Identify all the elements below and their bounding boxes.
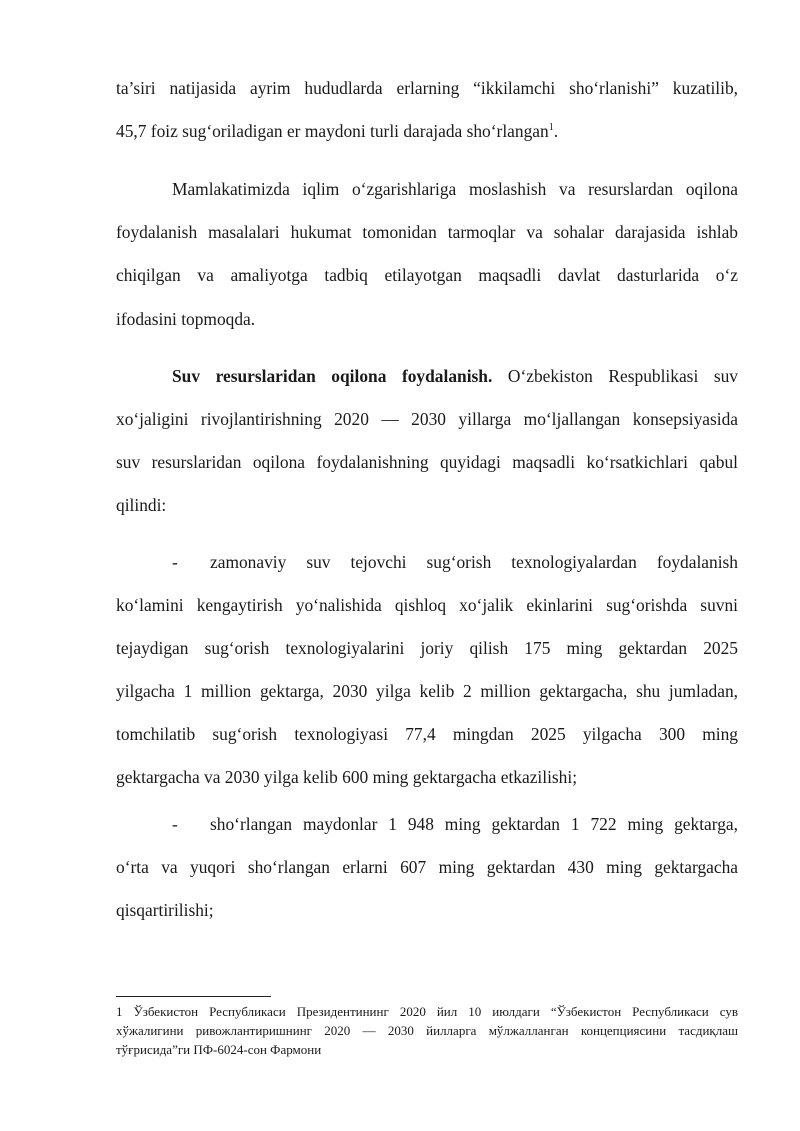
footnote-line: хўжалигини ривожлантиришнинг 2020 — 2030 йилларга мўлжалланган концепциясини тасдиқлаш [116,1023,738,1038]
list-item-line: ko‘lamini kengaytirish yo‘nalishida qishloq xo‘jalik ekinlarini sug‘orishda suvni [116,595,738,615]
list-dash: - [172,814,178,834]
list-item-line: tejaydigan sug‘orish texnologiyalarini joriy qilish 175 ming gektardan 2025 [116,638,738,658]
list-dash: - [172,552,178,572]
paragraph-line: xo‘jaligini rivojlantirishning 2020 — 2030 yillarga mo‘ljallangan konsepsiyasida [116,409,738,429]
list-item-line: zamonaviy suv tejovchi sug‘orish texnologiyalardan foydalanish [210,552,738,572]
paragraph-line: Mamlakatimizda iqlim o‘zgarishlariga moslashish va resurslardan oqilona [172,179,738,199]
list-item-line: o‘rta va yuqori sho‘rlangan erlarni 607 ming gektardan 430 ming gektargacha [116,857,738,877]
paragraph-line: suv resurslaridan oqilona foydalanishning quyidagi maqsadli ko‘rsatkichlari qabul [116,452,738,472]
paragraph-line: Suv resurslaridan oqilona foydalanish. O‘zbekiston Respublikasi suv [172,366,738,386]
list-item-line: gektargacha va 2030 yilga kelib 600 ming gektargacha etkazilishi; [116,767,578,787]
list-item-line: yilgacha 1 million gektarga, 2030 yilga kelib 2 million gektargacha, shu jumladan, [116,681,738,701]
section-heading: Suv resurslaridan oqilona foydalanish. [172,366,493,386]
list-item-line: tomchilatib sug‘orish texnologiyasi 77,4 mingdan 2025 yilgacha 300 ming [116,724,738,744]
paragraph-line: chiqilgan va amaliyotga tadbiq etilayotgan maqsadli davlat dasturlarida o‘z [116,265,738,285]
paragraph-line: qilindi: [116,495,167,515]
footnote-reference[interactable]: 1 [548,122,554,134]
paragraph-line: foydalanish masalalari hukumat tomonidan tarmoqlar va sohalar darajasida ishlab [116,222,738,242]
paragraph-line: ta’siri natijasida ayrim hududlarda erlarning “ikkilamchi sho‘rlanishi” kuzatilib, [116,78,738,98]
paragraph-line: ifodasini topmoqda. [116,309,256,329]
footnote-separator [116,996,271,997]
footnote-line: 1 Ўзбекистон Республикаси Президентининг 2020 йил 10 июлдаги “Ўзбекистон Республикаси сув [116,1004,738,1019]
list-item-line: qisqartirilishi; [116,900,214,920]
footnote-line: тўғрисида”ги ПФ-6024-сон Фармони [116,1042,322,1057]
list-item-line: sho‘rlangan maydonlar 1 948 ming gektardan 1 722 ming gektarga, [210,814,738,834]
paragraph-line: 45,7 foiz sug‘oriladigan er maydoni turli darajada sho‘rlangan$^1$. [116,121,559,141]
